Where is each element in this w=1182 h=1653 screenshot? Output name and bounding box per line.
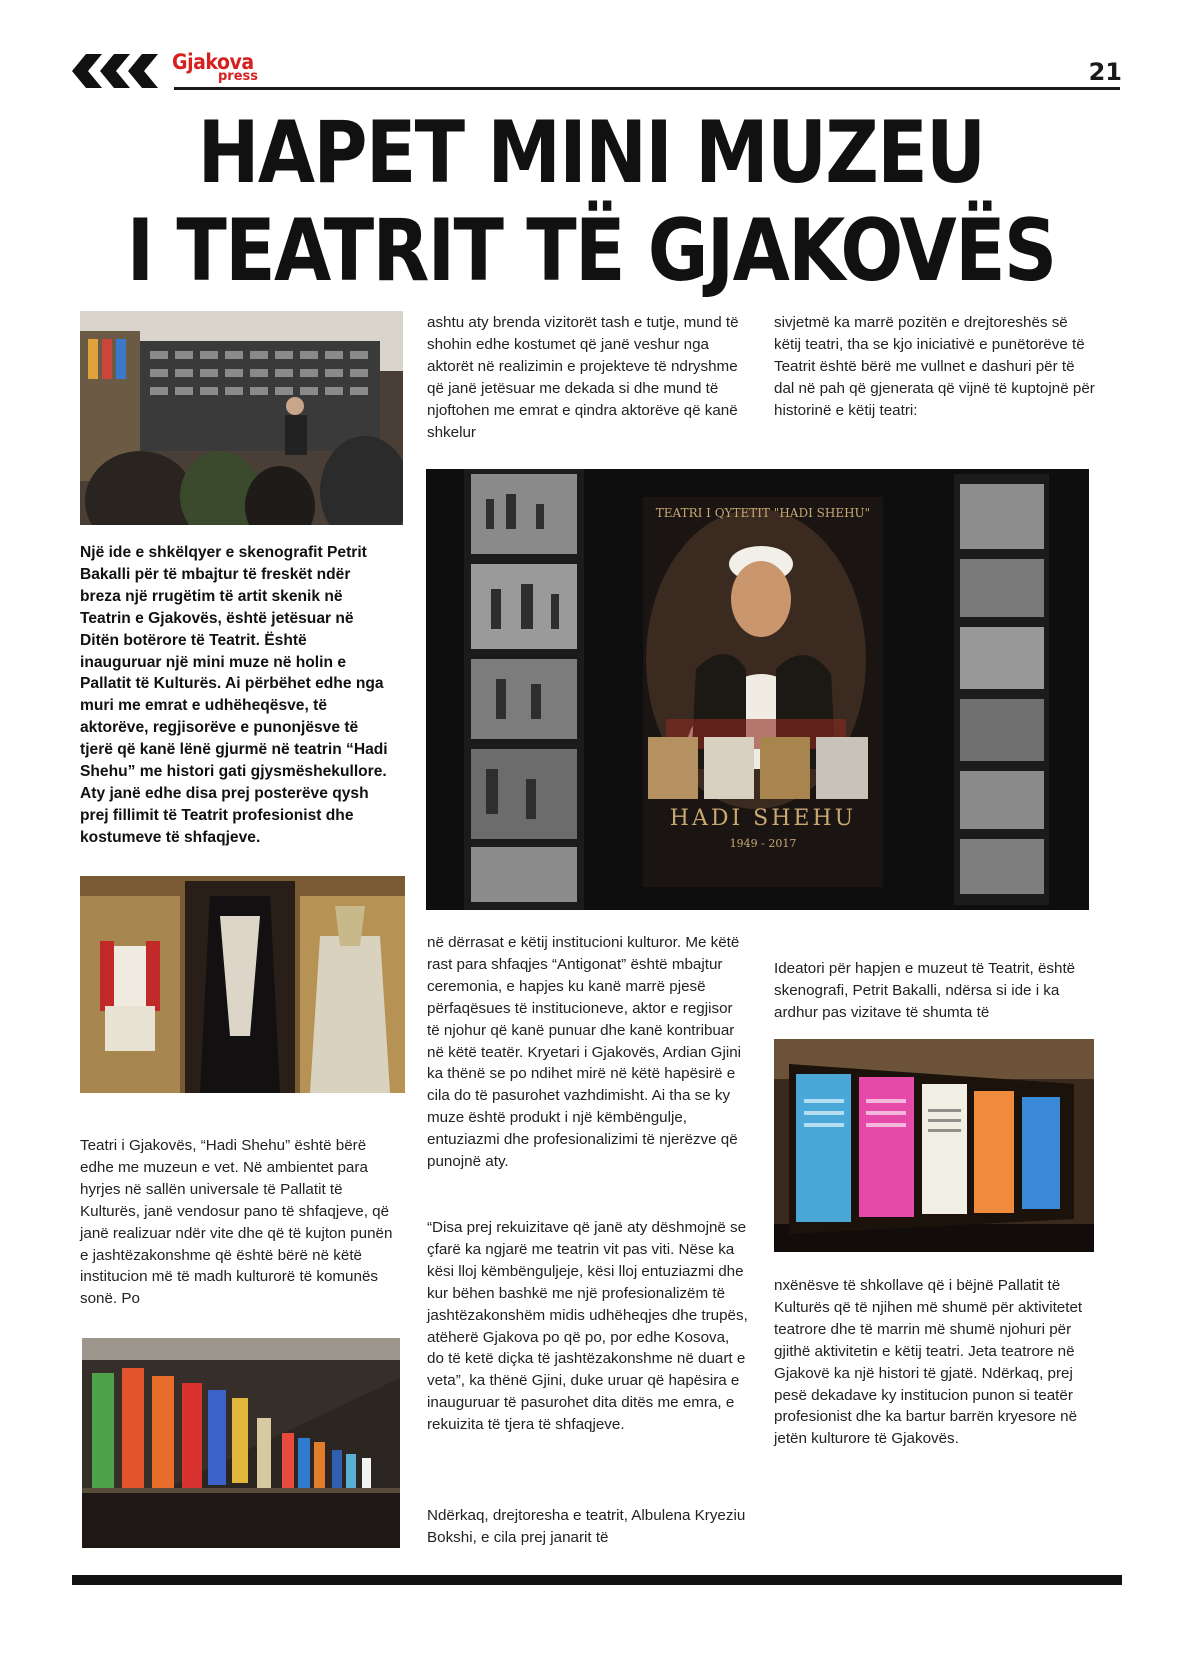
logo-top: Gjakova [172,50,254,74]
photo-ceremony [80,311,403,525]
poster-name: HADI SHEHU [669,806,857,831]
col2-top: ashtu aty brenda vizitorët tash e tutje, mund të shohin edhe kostumet që janë veshur nga aktorët në realizimin e projekteve të ndryshme që janë jetësuar me dekada si dhe mund të njoftohen me emrat e qindra aktorëve që kanë shkelur [427,314,739,441]
col2-bottom-2: “Disa prej rekuizitave që janë aty dëshmojnë se çfarë ka ngjarë me teatrin vit pas viti. Nëse ka kësi lloj këmbënguljeje, kësi lloj entuziazmi dhe kur bëhen bashkë me një profesionalizëm të jashtëzakonshëm midis udhëheqjes dhe trupës, atëherë Gjakova po që po, por edhe Kosova, do të ketë diçka të jashtëzakonshme në duart e veta”, ka thënë Gjini, duke uruar që hapësira e inauguruar të pasurohet dita ditës me emra, e rekuizita të tjera të shfaqjeve. [427,1219,748,1434]
col3-top: sivjetmë ka marrë pozitën e drejtoreshës së këtij teatri, tha se kjo iniciativë e punëtorëve të Teatrit është bërë me vullnet e dashuri për të dal në pah që gjenerata që vijnë të kuptojnë për historinë e këtij teatri: [774,314,1095,419]
footer-rule [72,1575,1122,1585]
gjakova-press-logo [172,52,263,83]
photo-lit-posters [774,1039,1094,1252]
page-number: 21 [1088,58,1122,86]
chevron-left-icon [72,54,164,88]
headline [0,104,1182,300]
header-rule [174,87,1120,90]
headline-line-2: I TEATRIT TË GJAKOVËS [126,201,1056,301]
col3-bottom: nxënësve të shkollave që i bëjnë Pallatit të Kulturës që të njihen më shumë për aktivitetet teatrore dhe të marrin më shumë njohuri për gjithë aktivitetin e këtij teatri. Jeta teatrore në Gjakovë ka një histori të gjatë. Ndërkaq, prej pesë dekadave ky institucion punon si teatër profesionist dhe ka bartur barrën kryesore në jetën kulturore të Gjakovës. [774,1277,1083,1448]
photo-posters-wall [82,1338,400,1548]
poster-banner: TEATRI I QYTETIT "HADI SHEHU" [655,506,871,520]
col1-body: Teatri i Gjakovës, “Hadi Shehu” është bërë edhe me muzeun e vet. Në ambientet para hyrjes në sallën universale të Pallatit të Kulturës, janë vendosur pano të shfaqjeve, që janë realizuar ndër vite dhe që të kujton punën e jashtëzakonshme që është bërë në këtë institucion më të madh kulturorë të komunës sonë. Po [80,1137,393,1308]
logo-bottom: press [218,69,259,84]
lead-paragraph: Një ide e shkëlqyer e skenografit Petrit Bakalli për të mbajtur të freskët ndër breza një rrugëtim të artit skenik në Teatrin e Gjakovës, është jetësuar në Ditën botërore të Teatrit. Është inauguruar një mini muze në holin e Pallatit të Kulturës. Ai përbëhet edhe nga muri me emrat e udhëheqësve, të aktorëve, regjisorëve e punonjësve të tjerë që kanë lënë gjurmë në teatrin “Hadi Shehu” me histori gati gjysmëshekullore. Aty janë edhe disa prej posterëve qysh prej fillimit të Teatrit profesionist dhe kostumeve të shfaqjeve. [80,544,388,846]
headline-line-1: HAPET MINI MUZEU [197,103,985,203]
photo-hadi-shehu-poster [426,469,1089,910]
photo-costumes [80,876,405,1093]
poster-years: 1949 - 2017 [729,837,797,850]
col2-bottom-1: në dërrasat e këtij institucioni kulturor. Me këtë rast para shfaqjes “Antigonat” është mbajtur ceremonia, e hapjes ku kanë marrë pjesë përfaqësues të institucioneve, aktor e regjisor të njohur që kanë punuar dhe kanë kontribuar në këtë teatër. Kryetari i Gjakovës, Ardian Gjini ka thënë se po ndihet mirë në këtë hapësirë e cila do të pasurohet vazhdimisht. Ai tha se ky muze është produkt i një këmbëngulje, entuziazmi dhe profesionalizimi të njerëzve që punojnë aty. [427,934,742,1171]
col3-mid: Ideatori për hapjen e muzeut të Teatrit, është skenografi, Petrit Bakalli, ndërsa si ide i ka ardhur pas vizitave të shumta të [774,960,1076,1021]
col2-bottom-3: Ndërkaq, drejtoresha e teatrit, Albulena Kryeziu Bokshi, e cila prej janarit të [427,1507,746,1546]
